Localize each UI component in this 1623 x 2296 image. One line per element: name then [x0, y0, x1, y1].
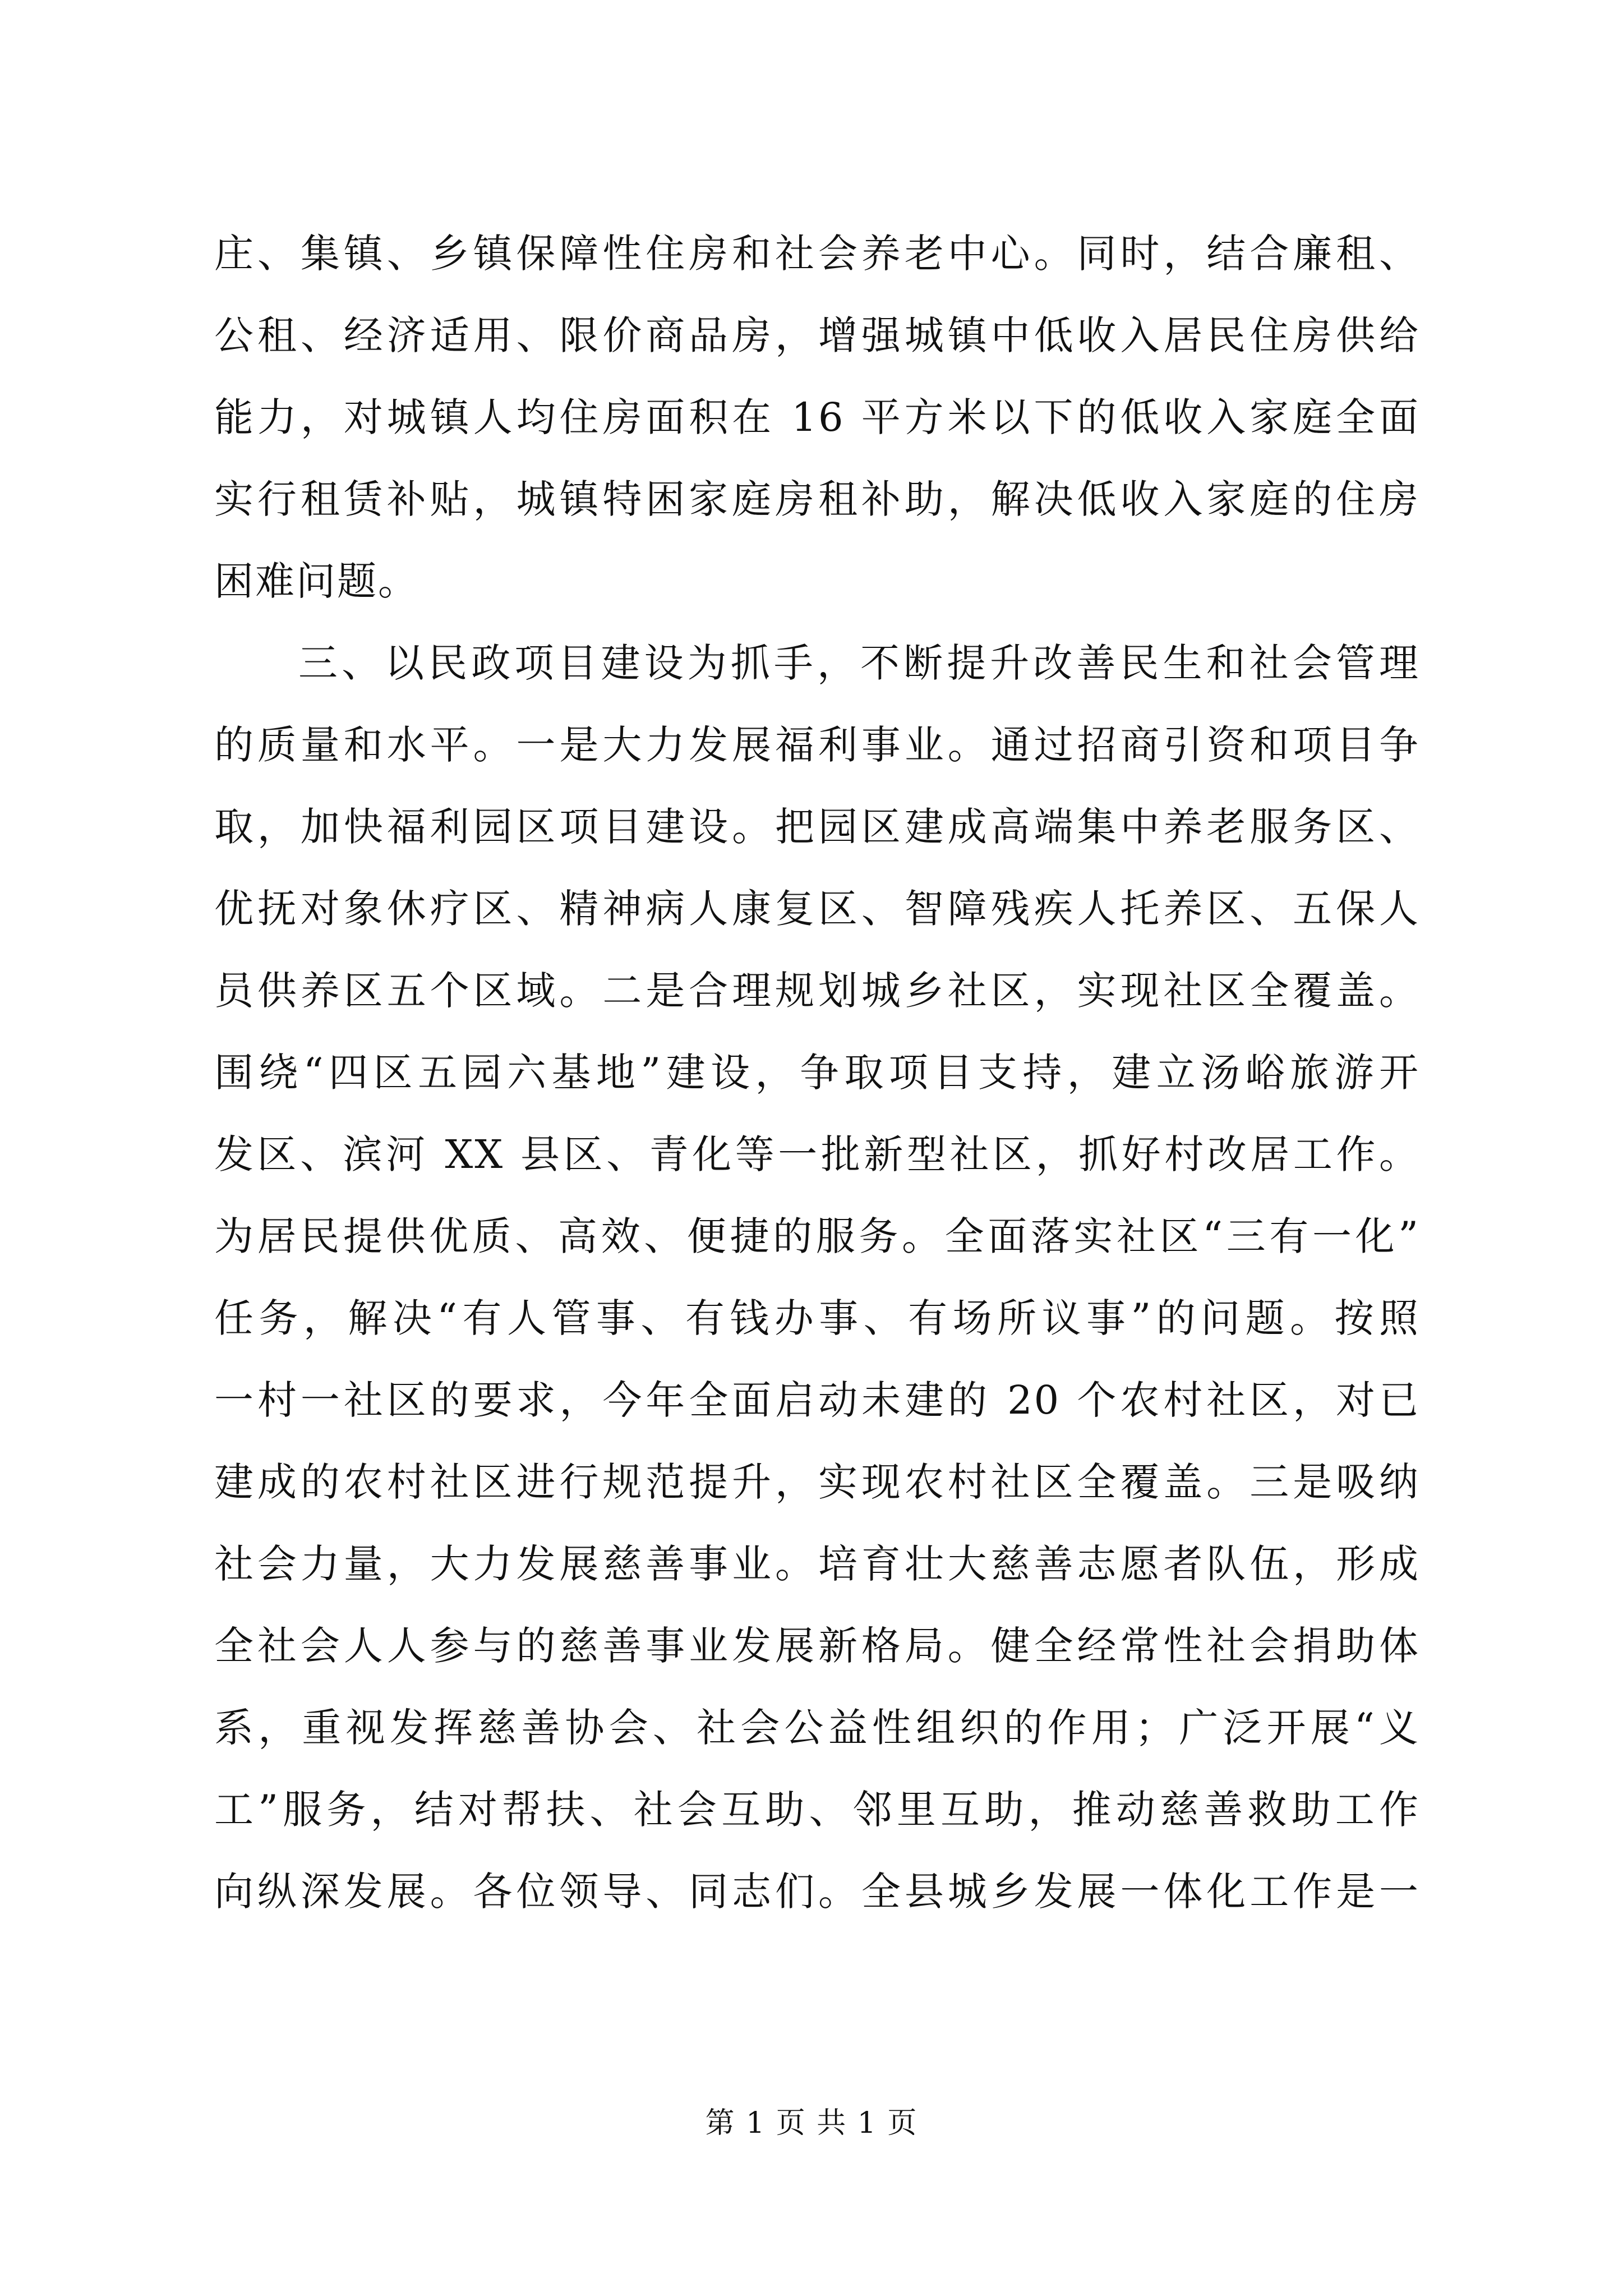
paragraph-line: 向纵深发展。各位领导、同志们。全县城乡发展一体化工作是一	[214, 1869, 1420, 1915]
paragraph-line: 系，重视发挥慈善协会、社会公益性组织的作用；广泛开展“义	[214, 1705, 1420, 1751]
paragraph-line: 全社会人人参与的慈善事业发展新格局。健全经常性社会捐助体	[214, 1623, 1420, 1669]
paragraph-line: 任务，解决“有人管事、有钱办事、有场所议事”的问题。按照	[214, 1295, 1420, 1341]
paragraph-line: 工”服务，结对帮扶、社会互助、邻里互助，推动慈善救助工作	[214, 1787, 1420, 1833]
paragraph-line: 为居民提供优质、高效、便捷的服务。全面落实社区“三有一化”	[214, 1213, 1420, 1259]
paragraph-line: 能力，对城镇人均住房面积在 16 平方米以下的低收入家庭全面	[214, 394, 1420, 440]
paragraph-line: 社会力量，大力发展慈善事业。培育壮大慈善志愿者队伍，形成	[214, 1541, 1420, 1587]
paragraph-line: 发区、滨河 XX 县区、青化等一批新型社区，抓好村改居工作。	[214, 1131, 1420, 1177]
paragraph-line: 优抚对象休疗区、精神病人康复区、智障残疾人托养区、五保人	[214, 886, 1420, 932]
paragraph-line: 建成的农村社区进行规范提升，实现农村社区全覆盖。三是吸纳	[214, 1459, 1420, 1505]
page-footer: 第 1 页 共 1 页	[705, 2106, 918, 2140]
paragraph-line: 一村一社区的要求，今年全面启动未建的 20 个农村社区，对已	[214, 1377, 1420, 1423]
paragraph-line: 实行租赁补贴，城镇特困家庭房租补助，解决低收入家庭的住房	[214, 476, 1420, 522]
paragraph-line: 庄、集镇、乡镇保障性住房和社会养老中心。同时，结合廉租、	[214, 231, 1420, 277]
paragraph-line: 的质量和水平。一是大力发展福利事业。通过招商引资和项目争	[214, 722, 1420, 768]
section-heading-line: 三、以民政项目建设为抓手，不断提升改善民生和社会管理	[298, 640, 1420, 686]
paragraph-line: 公租、经济适用、限价商品房，增强城镇中低收入居民住房供给	[214, 312, 1420, 358]
paragraph-line: 取，加快福利园区项目建设。把园区建成高端集中养老服务区、	[214, 804, 1420, 850]
paragraph-line: 困难问题。	[214, 558, 419, 604]
paragraph-line: 围绕“四区五园六基地”建设，争取项目支持，建立汤峪旅游开	[214, 1050, 1420, 1096]
paragraph-line: 员供养区五个区域。二是合理规划城乡社区，实现社区全覆盖。	[214, 968, 1420, 1014]
